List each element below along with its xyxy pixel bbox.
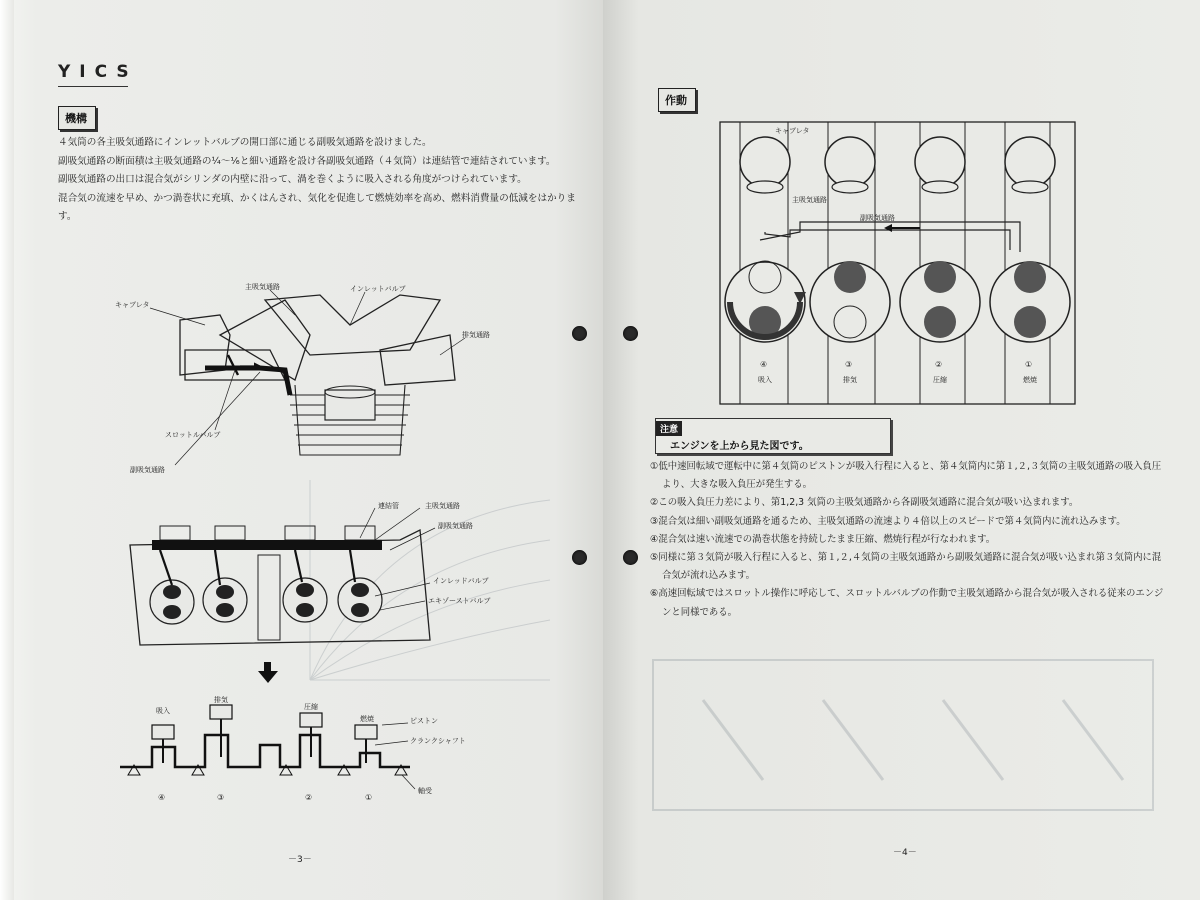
note-item: ④混合気は速い流速での渦巻状態を持続したまま圧縮、燃焼行程が行なわれます。 [650,533,996,545]
binding-hole [623,326,638,341]
page-edge-left [0,0,14,900]
cylinder-number: ② [935,360,943,369]
operation-notes [650,458,1170,622]
section-label-mechanism: 機構 [58,106,96,130]
binding-hole [572,550,587,565]
section-label-operation: 作動 [658,88,696,112]
stroke-label-compression: 圧縮 [304,703,318,711]
paragraph: 副吸気通路の断面積は主吸気通路の¼～⅙と細い通路を設け各副吸気通路（４気筒）は連結管で連結されています。 [58,155,556,167]
cylinder-number: ③ [845,360,853,369]
stroke-label: 排気 [843,376,857,384]
cylinder-number: ① [365,793,373,802]
caution-tag: 注意 [656,421,682,436]
cylinder-number: ③ [217,793,225,802]
label-inlet-valve: インレットバルブ [350,285,406,293]
crankshaft-diagram [120,695,466,805]
label-inlet-valve-2: インレッドバルブ [433,577,489,585]
engine-cross-section-diagram [110,280,530,480]
page-title: YICS [58,62,138,82]
paragraph: ４気筒の各主吸気通路にインレットバルブの開口部に通じる副吸気通路を設けました。 [58,137,432,148]
operation-diagram [720,122,1075,404]
label-crankshaft: クランクシャフト [410,737,466,745]
binding-hole [572,326,587,341]
right-page [603,0,1200,900]
stroke-label-intake: 吸入 [156,707,170,715]
cylinder-number: ① [1025,360,1033,369]
stroke-label-combustion: 燃焼 [360,715,374,723]
note-item: ①低中速回転域で運転中に第４気筒のピストンが吸入行程に入ると、第４気筒内に第１,２,３気筒の主吸気通路の吸入負圧より、大きな吸入負圧が発生する。 [650,461,1162,491]
cylinder-number: ② [305,793,313,802]
label-carburetor: キャブレタ [775,127,810,135]
caution-text: エンジンを上から見た図です。 [670,441,809,452]
paragraph: 副吸気通路の出口は混合気がシリンダの内壁に沿って、渦を巻くように吸入される角度がつけられています。 [58,174,527,185]
label-bearing: 軸受 [418,787,432,795]
stroke-label-exhaust: 排気 [214,696,228,704]
label-exhaust-passage: 排気通路 [462,331,490,339]
stroke-label: 燃焼 [1023,376,1037,384]
bleed-through-graphic [643,640,1163,820]
caution-box [655,418,891,454]
label-throttle-valve: スロットルバルブ [165,431,221,439]
label-sub-intake: 副吸気通路 [860,214,895,222]
label-piston: ピストン [410,717,438,725]
label-sub-intake-2: 副吸気通路 [438,522,473,530]
cylinder-number: ④ [158,793,166,802]
label-exhaust-valve: エキゾーストバルブ [428,597,491,605]
page-number-left: －3－ [288,855,312,865]
page-number-right: －4－ [893,848,917,858]
cylinder-number: ④ [760,360,768,369]
label-carburetor: キャブレタ [115,301,150,309]
paragraph: 混合気の流速を早め、かつ渦巻状に充填、かくはんされ、気化を促進して燃焼効率を高め、燃料消費量の低減をはかります。 [58,192,576,222]
stroke-label: 吸入 [758,376,772,384]
note-item: ②この吸入負圧力差により、第1,2,3 気筒の主吸気通路から各副吸気通路に混合気が吸い込まれます。 [650,497,1079,509]
note-item: ③混合気は細い副吸気通路を通るため、主吸気通路の流速より４倍以上のスピードで第４気筒内に流れ込みます。 [650,515,1126,527]
cylinder-head-top-view [120,500,520,655]
mechanism-text [58,134,578,227]
stroke-label: 圧縮 [933,376,947,384]
note-item: ⑥高速回転域ではスロットル操作に呼応して、スロットルバルブの作動で主吸気通路から混合気が吸入される従来のエンジンと同様である。 [650,588,1164,618]
title-underline [58,86,128,87]
label-connecting-pipe: 連結管 [378,502,399,510]
label-sub-intake: 副吸気通路 [130,466,165,474]
down-arrow-icon [258,662,278,684]
label-main-intake: 主吸気通路 [245,283,280,291]
label-main-intake-2: 主吸気通路 [425,502,460,510]
label-main-intake: 主吸気通路 [792,196,827,204]
note-item: ⑤同様に第３気筒が吸入行程に入ると、第１,２,４気筒の主吸気通路から副吸気通路に混合気が吸い込まれ第３気筒内に混合気が流れ込みます。 [650,552,1162,582]
binding-hole [623,550,638,565]
